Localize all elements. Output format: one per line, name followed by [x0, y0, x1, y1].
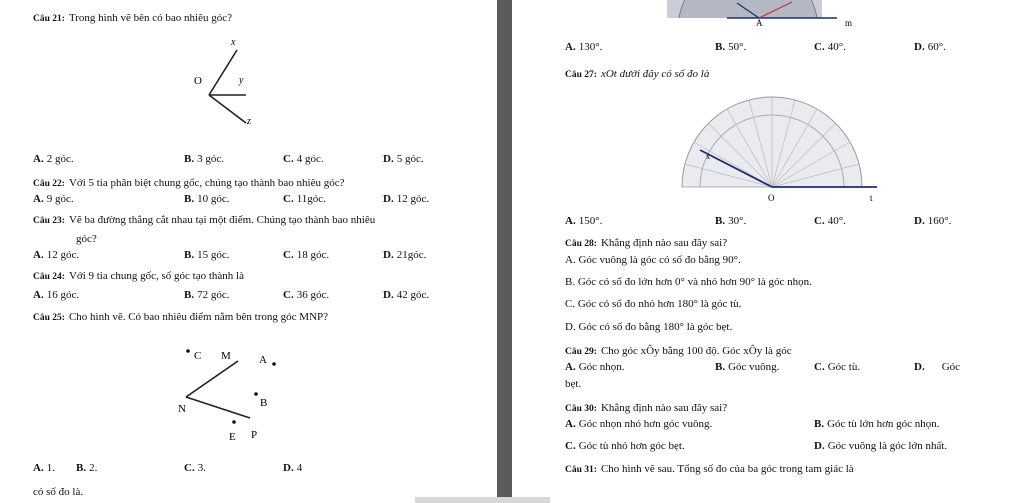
question-28: Câu 28: Khẳng định nào sau đây sai?: [565, 237, 728, 249]
angle-figure-25: [170, 340, 290, 450]
q25-option-a: A. 1.: [33, 462, 55, 474]
q27-option-c: C. 40°.: [814, 215, 846, 227]
ray-ox: [209, 50, 237, 95]
label-m: m: [845, 18, 853, 28]
page-divider: [497, 0, 512, 503]
question-27: Câu 27: xOt dưới đây có số đo là: [565, 68, 710, 80]
q23-option-b: B. 15 góc.: [184, 249, 230, 261]
q21-option-b: B. 3 góc.: [184, 153, 224, 165]
q29-option-c: C. Góc tù.: [814, 361, 861, 373]
q24-option-a: A. 16 góc.: [33, 289, 80, 301]
q22-option-b: B. 10 góc.: [184, 193, 230, 205]
protractor-arc: [679, 0, 817, 18]
q25-option-c: C. 3.: [184, 462, 206, 474]
label-t: t: [870, 193, 873, 203]
q21-option-d: D. 5 góc.: [383, 153, 424, 165]
ray-oz: [209, 95, 246, 123]
q23-option-d: D. 21góc.: [383, 249, 427, 261]
question-text: Trong hình vẽ bên có bao nhiêu góc?: [68, 12, 232, 24]
q28-line-a: A. Góc vuông là góc có số đo bằng 90°.: [565, 254, 741, 266]
label-p: P: [251, 429, 258, 441]
label-e: E: [229, 431, 236, 443]
q30-option-d: D. Góc vuông là góc lớn nhất.: [814, 440, 948, 452]
q27-option-b: B. 30°.: [715, 215, 747, 227]
label-b: B: [260, 397, 268, 409]
question-29: Câu 29: Cho góc xÔy bằng 100 độ. Góc xÔy là góc: [565, 345, 792, 357]
q30-option-a: A. Góc nhọn nhỏ hơn góc vuông.: [565, 418, 713, 430]
q22-option-a: A. 9 góc.: [33, 193, 74, 205]
q26-tail: có số đo là.: [33, 486, 84, 498]
q27-option-d: D. 160°.: [914, 215, 952, 227]
q22-option-c: C. 11góc.: [283, 193, 326, 205]
q24-option-c: C. 36 góc.: [283, 289, 330, 301]
q29-tail: bẹt.: [565, 378, 582, 390]
label-y: y: [239, 75, 244, 86]
q27-option-a: A. 150°.: [565, 215, 603, 227]
horizontal-scrollbar[interactable]: [415, 497, 550, 503]
label-x: x: [706, 152, 710, 161]
protractor-figure-26: [667, 0, 867, 30]
question-25: Câu 25: Cho hình vẽ. Có bao nhiêu điểm nằm bên trong góc MNP?: [33, 311, 329, 323]
q26-option-b: B. 50°.: [715, 41, 747, 53]
protractor-figure-27: [662, 95, 882, 210]
q25-option-b: B. 2.: [76, 462, 98, 474]
q24-option-d: D. 42 góc.: [383, 289, 430, 301]
q28-line-b: B. Góc có số đo lớn hơn 0° và nhỏ hơn 90° là góc nhọn.: [565, 276, 812, 288]
left-page: [0, 0, 497, 503]
q30-option-b: B. Góc tù lớn hơn góc nhọn.: [814, 418, 940, 430]
q23-option-a: A. 12 góc.: [33, 249, 80, 261]
label-n: N: [178, 403, 186, 415]
q21-option-a: A. 2 góc.: [33, 153, 74, 165]
right-page: [512, 0, 1024, 503]
label-o: O: [768, 193, 775, 203]
angle-figure-21: [185, 32, 275, 132]
label-z: z: [247, 116, 251, 127]
question-31: Câu 31: Cho hình vẽ sau. Tổng số đo của ba góc trong tam giác là: [565, 463, 854, 475]
question-23: Câu 23: Vẽ ba đường thẳng cắt nhau tại một điểm. Chúng tạo thành bao nhiêu: [33, 214, 376, 226]
q21-option-c: C. 4 góc.: [283, 153, 324, 165]
label-a: A: [756, 18, 763, 28]
question-22: Câu 22: Với 5 tia phân biệt chung gốc, chúng tạo thành bao nhiêu góc?: [33, 177, 345, 189]
ray-np: [186, 397, 250, 418]
label-c: C: [194, 350, 202, 362]
point-e: [232, 420, 236, 424]
label-m: M: [221, 350, 231, 362]
q26-option-a: A. 130°.: [565, 41, 603, 53]
q29-option-a: A. Góc nhọn.: [565, 361, 625, 373]
q26-option-d: D. 60°.: [914, 41, 946, 53]
q29-option-d: D. Góc: [914, 361, 961, 373]
point-b: [254, 392, 258, 396]
q23-option-c: C. 18 góc.: [283, 249, 330, 261]
q25-option-d: D. 4: [283, 462, 303, 474]
point-c: [186, 349, 190, 353]
ray-nm: [186, 361, 238, 397]
label-x: x: [231, 37, 236, 48]
q29-option-b: B. Góc vuông.: [715, 361, 780, 373]
question-21: [33, 12, 232, 26]
point-a: [272, 362, 276, 366]
label-a: A: [259, 354, 267, 366]
question-24: Câu 24: Với 9 tia chung gốc, số góc tạo thành là: [33, 270, 244, 282]
q26-option-c: C. 40°.: [814, 41, 846, 53]
q28-line-c: C. Góc có số đo nhỏ hơn 180° là góc tù.: [565, 298, 742, 310]
q24-option-b: B. 72 góc.: [184, 289, 230, 301]
q30-option-c: C. Góc tù nhỏ hơn góc bẹt.: [565, 440, 685, 452]
question-23-cont: góc?: [76, 233, 97, 245]
question-number: Câu 21:: [33, 14, 65, 24]
question-30: Câu 30: Khẳng định nào sau đây sai?: [565, 402, 728, 414]
label-o: O: [194, 75, 202, 87]
q22-option-d: D. 12 góc.: [383, 193, 430, 205]
q28-line-d: D. Góc có số đo bằng 180° là góc bẹt.: [565, 321, 733, 333]
